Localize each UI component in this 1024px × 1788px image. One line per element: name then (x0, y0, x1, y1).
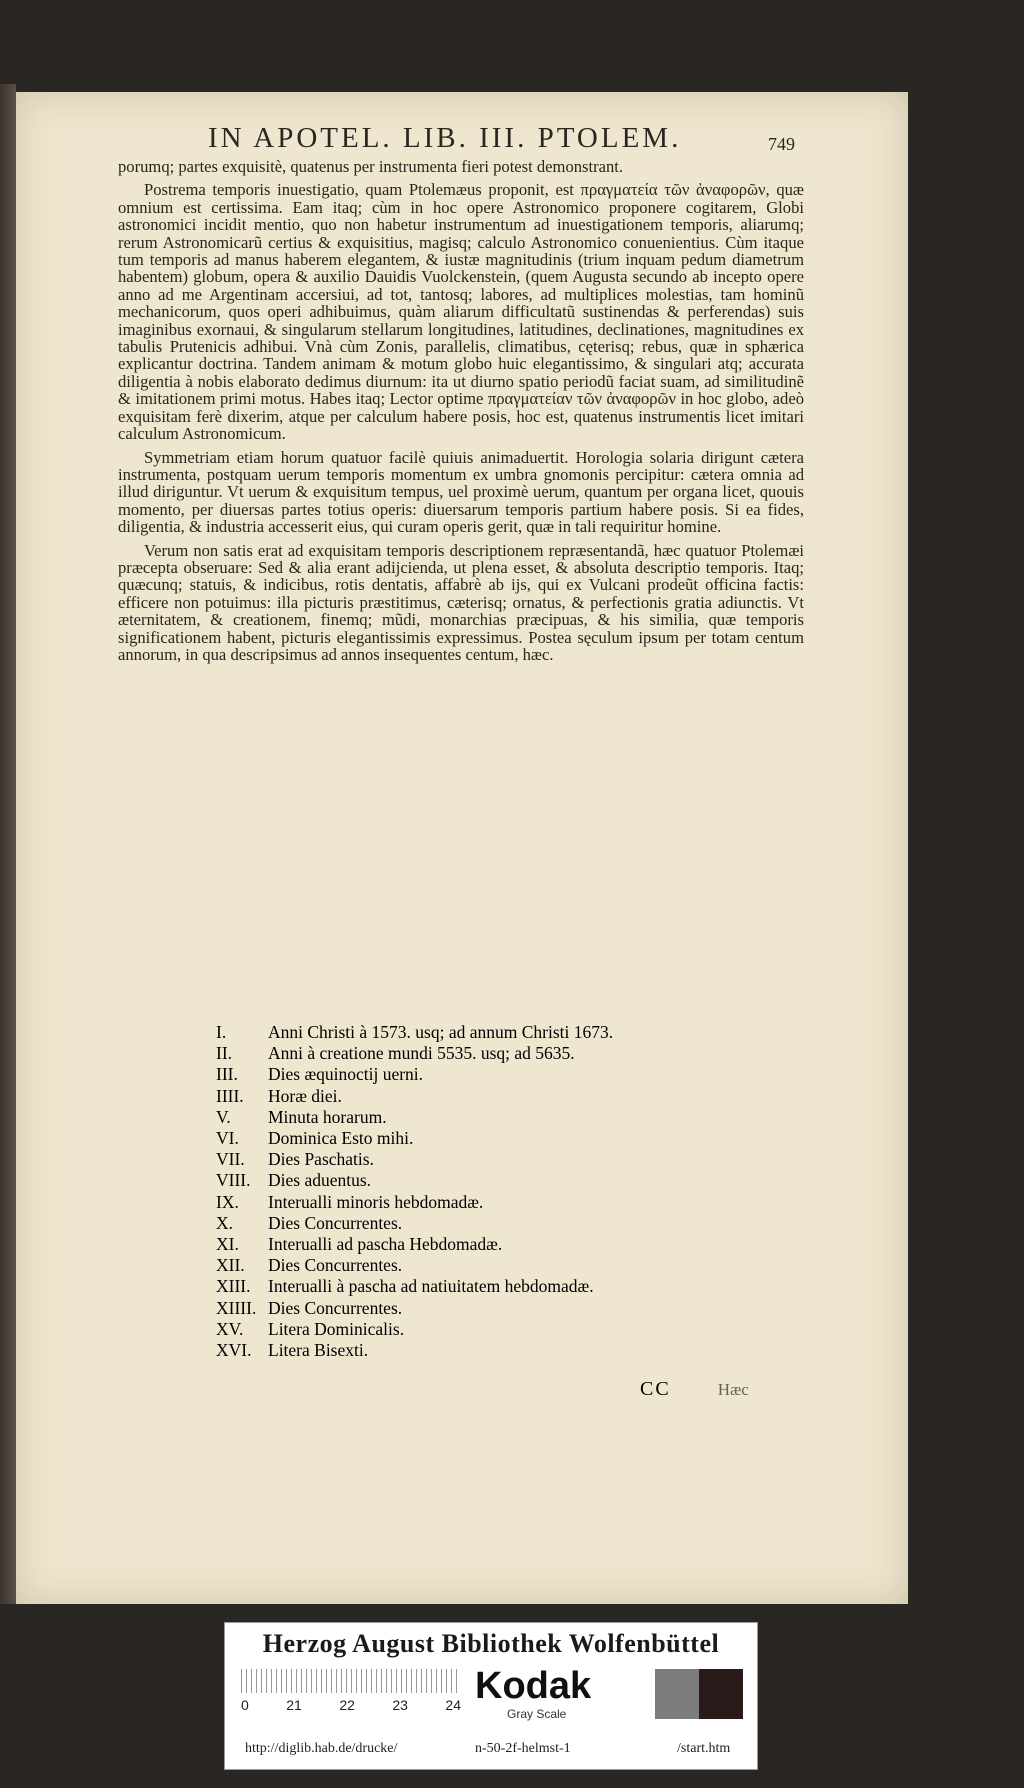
list-number: XV. (216, 1318, 244, 1339)
enumerated-list (216, 1022, 686, 1361)
list-item (216, 1276, 686, 1297)
list-text: Dominica Esto mihi. (268, 1128, 414, 1149)
paragraph-continuation: porumq; partes exquisitè, quatenus per instrumenta fieri potest demonstrant. (118, 157, 624, 176)
paragraph-globe: Postrema temporis inuestigatio, quam Ptolemæus proponit, est πραγματεία τῶν ἀναφορῶν, quæ omnium est certissima. Eam itaq; cùm in hoc opere Astronomico proponere cogitarem, Globi astronomici incidit mentio, quo non habetur instrumentum ad inuestigationem temporis, aliarumq; rerum Astronomicarũ certius & exquisitius, magisq; calculo Astronomico conuenientius. Cùm itaque tum temporis ad manus haberem elegantem, & iustæ magnitudinis (trium inquam pedum diametrum habentem) globum, opera & auxilio Dauidis Vuolckenstein, (quem Augusta secundo ab incepto opere anno ad me Argentinam accersiui, ad tot, tantosq; labores, ad multiplices molestias, tam hominũ mechanicorum, quos operi adhibuimus, quàm aliarum difficultatũ sustinendas & perferendas) suis imaginibus exornaui, & singularum stellarum longitudines, latitudines, declinationes, magnitudines ex tabulis Prutenicis adhibui. Vnà cùm Zonis, parallelis, climatibus, cęterisq; rebus, quæ in sphærica explicantur doctrina. Tandem animam & motum globo huic elegantissimo, & singulari atq; accurata diligentia à nobis elaborato dedimus diurnum: ita ut diurno spatio periodũ faciat suam, ad similitudinẽ & imitationem primi motus. Habes itaq; Lector optime πραγματείαν τῶν ἀναφορῶν in hoc globo, adeò exquisitam ferè dixerim, atque per calculum habere posis, hoc est, quatenus instrumentis licet imitari calculum Astronomicum. (118, 180, 804, 444)
list-text: Anni à creatione mundi 5535. usq; ad 5635. (268, 1043, 575, 1064)
gray-scale-label: Gray Scale (507, 1707, 567, 1721)
list-number: IIII. (216, 1085, 244, 1106)
list-text: Anni Christi à 1573. usq; ad annum Christi 1673. (268, 1022, 614, 1042)
url-part-id: n-50-2f-helmst-1 (475, 1741, 571, 1756)
ruler-label: 23 (392, 1697, 408, 1713)
dark-swatch (699, 1669, 743, 1719)
list-text: Interualli minoris hebdomadæ. (268, 1191, 484, 1212)
gray-swatch (655, 1669, 699, 1719)
list-number: VII. (216, 1149, 245, 1170)
list-item (216, 1170, 686, 1191)
list-text: Litera Dominicalis. (268, 1318, 405, 1339)
list-text: Dies Paschatis. (268, 1149, 374, 1170)
list-number: V. (216, 1106, 231, 1127)
ruler-label: 0 (241, 1697, 249, 1713)
url-part-base: http://diglib.hab.de/drucke/ (245, 1741, 398, 1756)
list-text: Dies Concurrentes. (268, 1255, 403, 1276)
paragraph-symmetry: Symmetriam etiam horum quatuor facilè quiuis animaduertit. Horologia solaria dirigunt cætera instrumenta, postquam uerum temporis momentum ex umbra gnomonis percipitur: cætera omnia ad illud diriguntur. Vt uerum & exquisitum tempus, uel proximè uerum, quantum per organa licet, quouis momento, per diuersas partes totius operis: diuersarum temporis partium habere posis. Si ea fides, diligentia, & industria accesserit eius, qui curam operis gerit, quæ in tali requiritur homine. (118, 447, 804, 537)
scan-background (908, 92, 1024, 1604)
list-number: I. (216, 1022, 227, 1042)
list-text: Interualli ad pascha Hebdomadæ. (268, 1234, 503, 1255)
url-part-file: /start.htm (677, 1741, 731, 1756)
list-text: Dies aduentus. (268, 1170, 372, 1191)
list-item (216, 1255, 686, 1276)
list-number: XVI. (216, 1340, 252, 1361)
list-text: Dies Concurrentes. (268, 1212, 403, 1233)
list-text: Horæ diei. (268, 1085, 342, 1106)
list-item (216, 1192, 686, 1213)
list-text: Dies Concurrentes. (268, 1297, 403, 1318)
list-number: VIII. (216, 1170, 251, 1191)
list-number: IX. (216, 1191, 239, 1212)
source-url (225, 1735, 757, 1765)
library-name: Herzog August Bibliothek Wolfenbüttel (262, 1629, 720, 1658)
ruler-labels (241, 1697, 461, 1713)
list-item (216, 1022, 686, 1043)
running-head: IN APOTEL. LIB. III. PTOLEM. (208, 122, 682, 154)
ruler-label: 21 (286, 1697, 302, 1713)
list-number: XII. (216, 1255, 245, 1276)
list-text: Minuta horarum. (268, 1106, 387, 1127)
list-item (216, 1107, 686, 1128)
list-number: II. (216, 1043, 233, 1064)
list-number: XI. (216, 1234, 239, 1255)
ruler-label: 24 (445, 1697, 461, 1713)
list-number: VI. (216, 1128, 239, 1149)
list-text: Interualli à pascha ad natiuitatem hebdomadæ. (268, 1276, 594, 1297)
catchword: Hæc (717, 1380, 749, 1399)
list-number: III. (216, 1064, 238, 1085)
list-item (216, 1340, 686, 1361)
list-text: Litera Bisexti. (268, 1340, 369, 1361)
signature-mark: CC (640, 1378, 671, 1400)
page-number: 749 (768, 134, 795, 154)
list-item (216, 1298, 686, 1319)
kodak-logo: Kodak (475, 1665, 592, 1707)
body-text (118, 158, 804, 669)
list-item (216, 1128, 686, 1149)
list-number: XIIII. (216, 1297, 257, 1318)
color-calibration-card (224, 1622, 758, 1770)
list-item (216, 1234, 686, 1255)
ruler-label: 22 (339, 1697, 355, 1713)
list-item (216, 1319, 686, 1340)
list-item (216, 1149, 686, 1170)
paragraph-description: Verum non satis erat ad exquisitam temporis descriptionem repræsentandã, hæc quatuor Ptolemæi præcepta obseruare: Sed & alia erant adijcienda, ut plena esset, & absoluta descriptio temporis. Itaq; quæcunq; statuis, & indicibus, rotis dentatis, affabrè ab ijs, qui ex Vulcani prodeũt officina factis: efficere non potuimus: illa picturis præstitimus, cæterisq; ornatus, & perfectionis gratia adiunctis. Vt æternitatem, & creationem, finemq; mũdi, monarchias præcipuas, & his similia, quæ temporis significationem habent, picturis elegantissimis expressimus. Postea sęculum ipsum per totam centum annorum, in qua descripsimus ad annos insequentes centum, hæc. (118, 540, 804, 664)
list-item (216, 1043, 686, 1064)
list-item (216, 1213, 686, 1234)
list-number: XIII. (216, 1276, 251, 1297)
ruler-scale (241, 1669, 461, 1693)
scan-edge-left (0, 84, 16, 1604)
catchwords (640, 1378, 860, 1401)
list-item (216, 1064, 686, 1085)
list-text: Dies æquinoctij uerni. (268, 1064, 424, 1085)
list-item (216, 1086, 686, 1107)
list-number: X. (216, 1212, 234, 1233)
